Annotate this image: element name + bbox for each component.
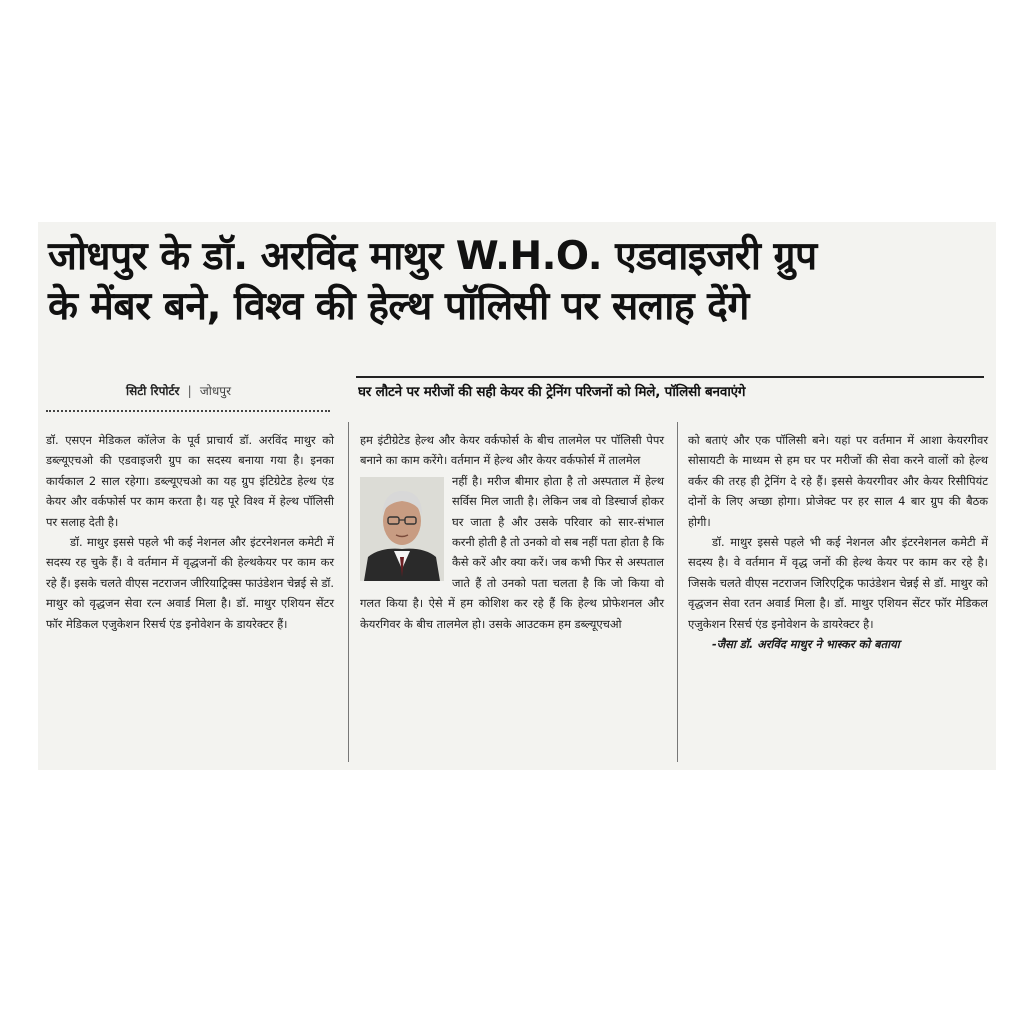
article-column-1 <box>46 430 334 634</box>
headline-line-2: के मेंबर बने, विश्व की हेल्थ पॉलिसी पर सलाह देंगे <box>48 284 749 329</box>
headline <box>48 232 988 332</box>
paragraph: डॉ. एसएन मेडिकल कॉलेज के पूर्व प्राचार्य डॉ. अरविंद माथुर को डब्ल्यूएचओ की एडवाइजरी ग्रुप का सदस्य बनाया गया है। इनका कार्यकाल 2 साल रहेगा। डब्ल्यूएचओ का यह ग्रुप इंटिग्रेटेड हेल्थ एंड केयर और वर्कफोर्स पर काम करता है। यह पूरे विश्व में हेल्थ पॉलिसी पर सलाह देती है। <box>46 433 334 529</box>
paragraph: डॉ. माथुर इससे पहले भी कई नेशनल और इंटरनेशनल कमेटी में सदस्य रह चुके हैं। वे वर्तमान में वृद्धजनों की हेल्थकेयर पर काम कर रहे हैं। इसके चलते वीएस नटराजन जीरियाट्रिक्स फाउंडेशन चेन्नई से डॉ. माथुर को वृद्धजन सेवा रत्न अवार्ड मिला है। डॉ. माथुर एशियन सेंटर फॉर मेडिकल एजुकेशन रिसर्च एंड इनोवेशन के डायरेक्टर हैं। <box>46 535 334 631</box>
signoff: -जैसा डॉ. अरविंद माथुर ने भास्कर को बताया <box>712 637 900 652</box>
byline-separator: | <box>187 384 192 398</box>
column-divider <box>348 422 349 762</box>
portrait-icon <box>360 477 444 581</box>
paragraph: नहीं है। मरीज बीमार होता है तो अस्पताल में हेल्थ सर्विस मिल जाती है। लेकिन जब वो डिस्चार्ज होकर घर जाता है और उसके परिवार को सार-संभाल करनी होती है तो उनको वो सब नहीं पता होता है कि कैसे करें और क्या करें। जब कभी फिर से अस्पताल जाते हैं तो उनको पता चलता है कि जो किया वो गलत किया है। ऐसे में हम कोशिश कर रहे हैं कि हेल्थ प्रोफेशनल और केयरगिवर के बीच तालमेल हो। उसके आउटकम हम डब्ल्यूएचओ <box>360 473 664 631</box>
article-column-2 <box>360 430 664 634</box>
paragraph: हम इंटीग्रेटेड हेल्थ और केयर वर्कफोर्स के बीच तालमेल पर पॉलिसी पेपर बनाने का काम करेंगे। वर्तमान में हेल्थ और केयर वर्कफोर्स में तालमेल <box>360 433 664 468</box>
headline-line-1: जोधपुर के डॉ. अरविंद माथुर W.H.O. एडवाइजरी ग्रुप <box>48 234 817 279</box>
subheadline: घर लौटने पर मरीजों की सही केयर की ट्रेनिंग परिजनों को मिले, पॉलिसी बनवाएंगे <box>358 384 746 400</box>
byline-divider <box>46 410 330 412</box>
subheadline-rule <box>356 376 984 378</box>
column-divider <box>677 422 678 762</box>
article-column-3 <box>688 430 988 654</box>
portrait-photo <box>360 477 444 581</box>
byline-city: जोधपुर <box>199 384 231 398</box>
newspaper-clipping <box>38 222 996 770</box>
byline-reporter: सिटी रिपोर्टर <box>126 384 180 398</box>
paragraph: डॉ. माथुर इससे पहले भी कई नेशनल और इंटरनेशनल कमेटी में सदस्य है। वे वर्तमान में वृद्ध जनों की हेल्थ केयर पर काम कर रहे है। जिसके चलते वीएस नटराजन जिरिएट्रिक फाउंडेशन चेन्नई से डॉ. माथुर को वृद्धजन सेवा रतन अवार्ड मिला है। डॉ. माथुर एशियन सेंटर फॉर मेडिकल एजुकेशन रिसर्च एंड इनोवेशन के डायरेक्टर है। <box>688 535 988 631</box>
byline <box>126 382 231 399</box>
paragraph: को बताएं और एक पॉलिसी बने। यहां पर वर्तमान में आशा केयरगीवर सोसायटी के माध्यम से हम घर पर मरीजों की सेवा करने वालों को हेल्थ वर्कर की तरह ही ट्रेनिंग दे रहे हैं। इससे केयरगीवर और केयर रिसीपियंट दोनों के लिए अच्छा होगा। प्रोजेक्ट पर हर साल 4 बार ग्रुप की बैठक होगी। <box>688 433 988 529</box>
